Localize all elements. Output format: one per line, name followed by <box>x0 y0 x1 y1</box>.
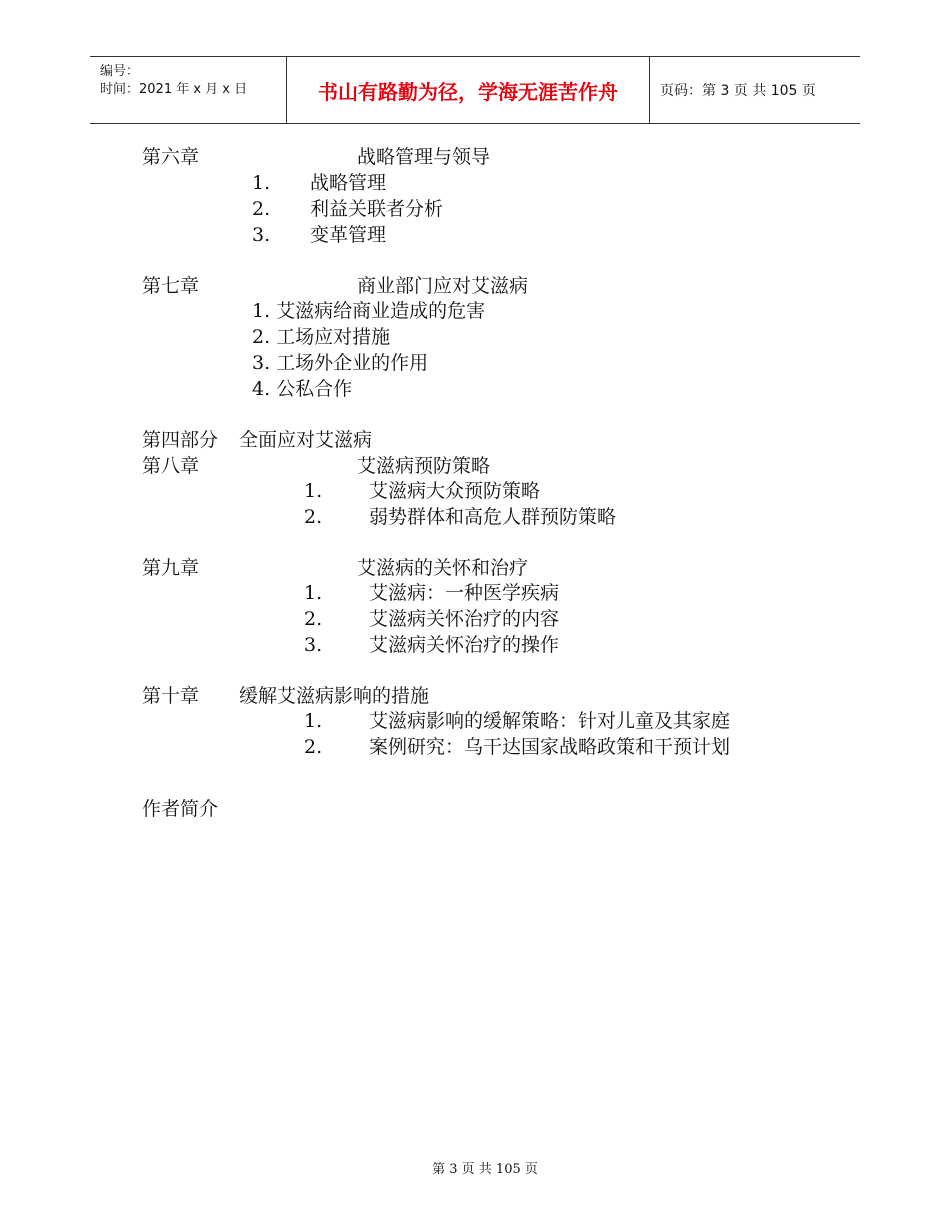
toc-item: 3. 工场外企业的作用 <box>252 352 429 374</box>
chapter-title: 商业部门应对艾滋病 <box>357 275 529 297</box>
item-number: 1. <box>252 172 271 194</box>
item-number: 3. <box>252 224 271 246</box>
author-heading: 作者简介 <box>142 798 219 820</box>
toc-item: 艾滋病关怀治疗的内容 <box>369 608 560 630</box>
item-number: 1. <box>304 710 323 732</box>
toc-item: 战略管理 <box>310 172 387 194</box>
toc-item: 艾滋病关怀治疗的操作 <box>369 634 560 656</box>
chapter-title: 缓解艾滋病影响的措施 <box>239 685 430 707</box>
item-number: 3. <box>304 634 323 656</box>
toc-item: 1. 艾滋病给商业造成的危害 <box>252 300 486 322</box>
number-label: 编号： <box>100 64 140 79</box>
chapter-label: 第七章 <box>142 275 200 297</box>
item-number: 1. <box>304 582 323 604</box>
chapter-title: 艾滋病预防策略 <box>357 455 491 477</box>
chapter-title: 艾滋病的关怀和治疗 <box>357 557 529 579</box>
toc-item: 利益关联者分析 <box>310 198 444 220</box>
header-meta <box>90 57 286 123</box>
chapter-label: 第十章 <box>142 685 200 707</box>
page-header <box>90 56 860 124</box>
item-number: 2. <box>304 506 323 528</box>
part-title: 全面应对艾滋病 <box>239 429 373 451</box>
toc-item: 艾滋病大众预防策略 <box>369 480 541 502</box>
toc-item: 2. 工场应对措施 <box>252 326 391 348</box>
item-number: 1. <box>304 480 323 502</box>
item-number: 2. <box>304 736 323 758</box>
part-label: 第四部分 <box>142 429 219 451</box>
toc-item: 变革管理 <box>310 224 387 246</box>
item-number: 2. <box>252 198 271 220</box>
toc-item: 案例研究：乌干达国家战略政策和干预计划 <box>369 736 731 758</box>
toc-item: 艾滋病影响的缓解策略：针对儿童及其家庭 <box>369 710 731 732</box>
toc-item: 弱势群体和高危人群预防策略 <box>369 506 617 528</box>
chapter-title: 战略管理与领导 <box>357 146 491 168</box>
chapter-label: 第八章 <box>142 455 200 477</box>
page-footer: 第 3 页 共 105 页 <box>432 1162 538 1177</box>
toc-item: 4. 公私合作 <box>252 378 353 400</box>
header-motto: 书山有路勤为径，学海无涯苦作舟 <box>318 79 618 104</box>
chapter-label: 第九章 <box>142 557 200 579</box>
header-page-info: 页码：第 3 页 共 105 页 <box>660 83 816 99</box>
item-number: 2. <box>304 608 323 630</box>
toc-item: 艾滋病：一种医学疾病 <box>369 582 560 604</box>
chapter-label: 第六章 <box>142 146 200 168</box>
time-label: 时间：2021 年 x 月 x 日 <box>100 82 248 97</box>
